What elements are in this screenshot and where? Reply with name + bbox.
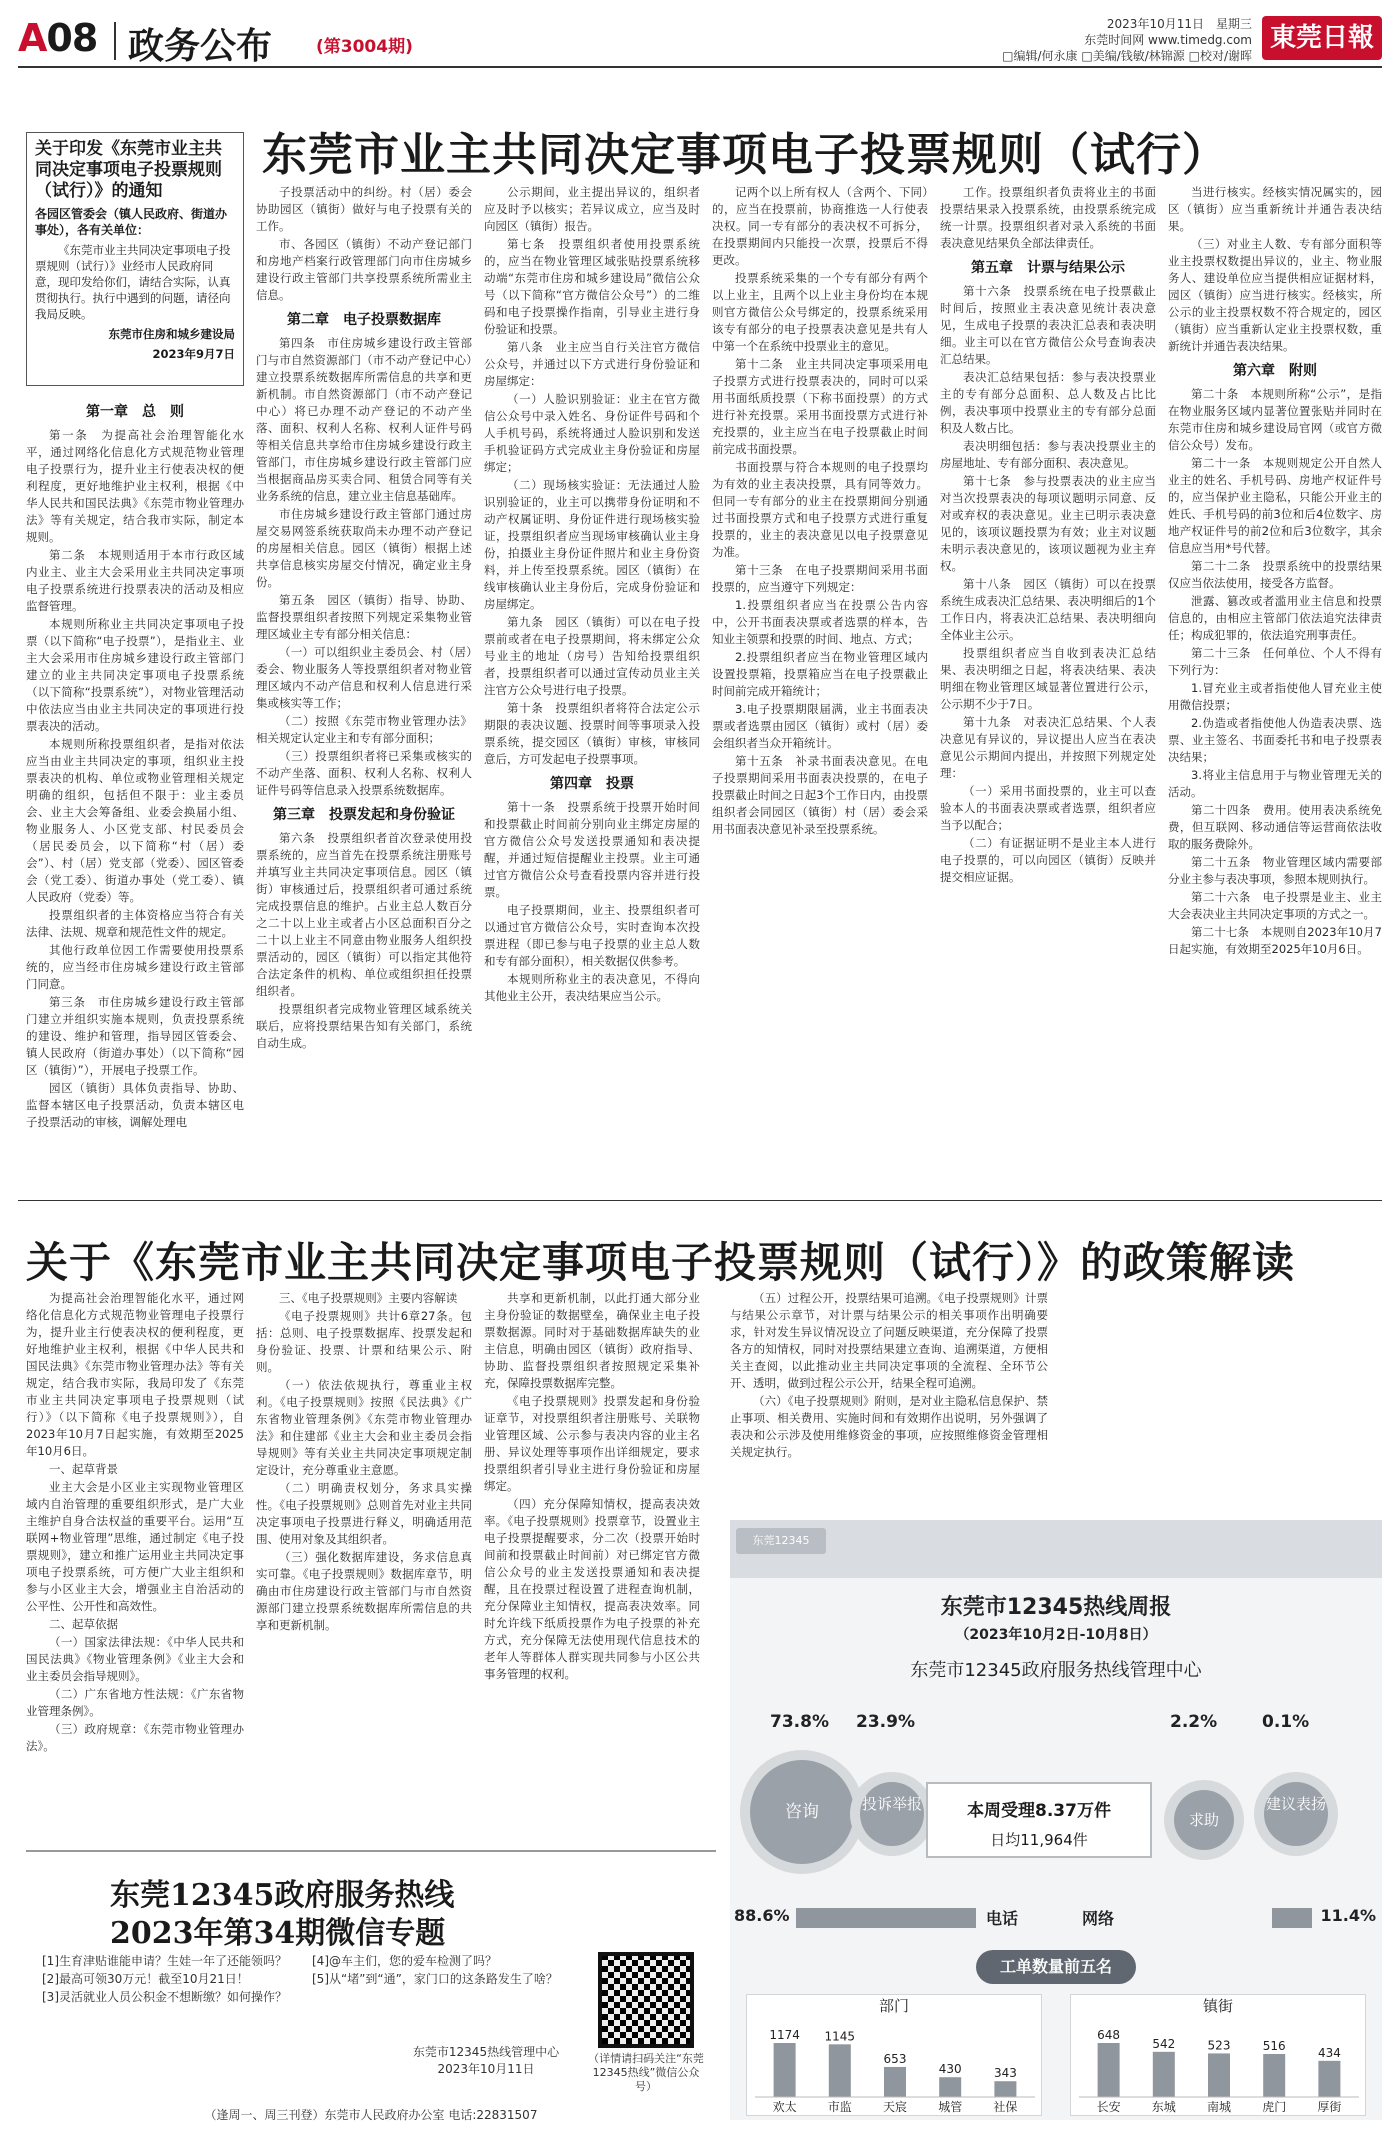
paragraph: 公示期间，业主提出异议的，组织者应及时予以核实；若异议成立，应当及时向园区（镇街）报告。 [484,185,700,233]
phone-pct: 88.6% [734,1906,790,1925]
paragraph: （二）广东省地方性法规：《广东省物业管理条例》。 [26,1687,244,1718]
paragraph: 市、各园区（镇街）不动产登记部门和房地产档案行政管理部门向市住房城乡建设行政主管部门共享投票系统所需业主信息。 [256,237,472,302]
paragraph: 共享和更新机制，以此打通大部分业主身份验证的数据壁垒，确保业主电子投票数据源。同时对于基础数据库缺失的业主信息，明确由园区（镇街）政府指导、协助、监督投票组织者按照规定采集补充，保障投票数据库完整。 [484,1291,700,1390]
category-label: 天宸 [882,2100,908,2114]
header-site: 东莞时间网 www.timedg.com [1084,33,1252,47]
list-item [42,1988,582,2006]
category-label: 虎门 [1262,2100,1287,2114]
paragraph: 工作。投票组织者负责将业主的书面投票结果录入投票系统，由投票系统完成统一计票。投票组织者对录入系统的书面表决意见结果负全部法律责任。 [940,185,1156,250]
data-label: 1145 [824,2029,856,2044]
paragraph-group [26,427,244,1131]
suggest-bubble [1264,1782,1328,1846]
header-divider [114,22,116,60]
paragraph: 第八条 业主应当自行关注官方微信公众号，并通过以下方式进行身份验证和房屋绑定： [484,340,700,388]
phone-bar [796,1908,976,1928]
interp-column-4 [730,1290,1048,1510]
paragraph: 投票组织者的主体资格应当符合有关法律、法规、规章和规范性文件的规定。 [26,908,244,939]
town-chart-title: 镇街 [1202,1997,1233,2015]
paragraph: 第二十三条 任何单位、个人不得有下列行为： [1168,646,1382,677]
paragraph: 第十条 投票组织者将符合法定公示期限的表决议题、投票时间等事项录入投票系统，提交园区（镇街）审核，审核同意后，方可发起电子投票事项。 [484,701,700,766]
paragraph: 本规则所称投票组织者，是指对依法应当由业主共同决定的事项，组织业主投票表决的机构、单位或物业管理相关规定明确的组织，包括但不限于：业主委员会、业主大会筹备组、业委会换届小组、物业服务人、小区党支部、村民委员会（居民委员会，以下简称“村（居）委会”）、村（居）党支部（党委）、园区管委会（党工委）、街道办事处（党工委）、镇人民政府（党委）等。 [26,737,244,904]
paragraph: （二）明确责权划分，务求具实操性。《电子投票规则》总则首先对业主共同决定事项电子投票进行释义，明确适用范围、使用对象及其组织者。 [256,1481,472,1546]
paragraph: 1.冒充业主或者指使他人冒充业主使用微信投票； [1168,681,1382,712]
paragraph-group [26,1290,244,1755]
data-label: 434 [1317,2045,1341,2060]
paragraph: （三）对业主人数、专有部分面积等业主投票权数提出异议的，业主、物业服务人、建设单位应当提供相应证据材料，园区（镇街）应当进行核实。经核实，所公示的业主投票权数不符合规定的，园区（镇街）应当重新认定业主投票权数，重新统计并通告表决结果。 [1168,237,1382,353]
paragraph-group [256,335,472,799]
topic-link[interactable]: [3]灵活就业人员公积金不想断缴？如何操作？ [42,1990,287,2004]
paragraph-group [256,830,472,1052]
paragraph: 本规则所称业主共同决定事项电子投票（以下简称“电子投票”），是指业主、业主大会采用市住房城乡建设行政主管部门建立的业主共同决定事项电子投票系统（以下简称“投票系统”），对物业管理活动中依法应当由业主共同决定的事项进行投票表决的活动。 [26,617,244,733]
hotline-logo: 东莞12345 [736,1528,826,1554]
category-label: 长安 [1096,2100,1121,2114]
article-title: 东莞市业主共同决定事项电子投票规则（试行） [262,128,1229,181]
paragraph: （一）采用书面投票的，业主可以查验本人的书面表决票或者选票，组织者应当予以配合； [940,784,1156,832]
chapter-heading: 第四章 投票 [550,776,634,792]
complaint-label: 投诉举报 [861,1795,922,1813]
paragraph-group [484,1290,700,1683]
paragraph-group [730,1290,1048,1461]
paragraph: （二）有证据证明不是业主本人进行电子投票的，可以向园区（镇街）反映并提交相应证据。 [940,836,1156,884]
list-item [42,1970,582,1988]
paragraph: 2.投票组织者应当在物业管理区域内设置投票箱，投票箱应当在电子投票截止时间前完成开箱统计； [712,650,928,698]
data-label: 516 [1262,2039,1286,2053]
paragraph: 第十九条 对表决汇总结果、个人表决意见有异议的，异议提出人应当在表决意见公示期间内提出，并按照下列规定处理： [940,715,1156,780]
interp-column-5 [1064,1290,1382,1510]
paragraph: 第二十一条 本规则规定公开自然人业主的姓名、手机号码、房地产权证件号的，应当保护业主隐私，只能公开业主的姓氏、手机号码的前3位和后4位数字、房地产权证件号的前2位和后3位数字，其余信息应当用*号代替。 [1168,456,1382,555]
chart-bar [774,2043,796,2097]
data-label: 648 [1097,2028,1121,2042]
wechat-topic-box [26,1850,716,2102]
top5-title: 工单数量前五名 [976,1950,1136,1984]
paragraph: 表决汇总结果包括：参与表决投票业主的专有部分总面积、总人数及占比比例，表决事项中投票业主的专有部分总面积及人数占比。 [940,370,1156,435]
paragraph: 1.投票组织者应当在投票公告内容中，公开书面表决票或者选票的样本，告知业主领票和投票的时间、地点、方式； [712,598,928,646]
paragraph: （三）强化数据库建设，务求信息真实可靠。《电子投票规则》数据库章节，明确由市住房建设行政主管部门与市自然资源部门建立投票系统数据库所需信息的共享和更新机制。 [256,1550,472,1632]
paragraph-group [940,283,1156,886]
paragraph: 第二十六条 电子投票是业主、业主大会表决业主共同决定事项的方式之一。 [1168,890,1382,921]
paragraph: （三）投票组织者将已采集或核实的不动产坐落、面积、权利人名称、权利人证件号码等信息录入投票系统数据库。 [256,749,472,797]
paragraph: 第二十二条 投票系统中的投票结果仅应当依法使用，接受各方监督。 [1168,559,1382,590]
newspaper-logo: 東莞日報 [1262,16,1382,60]
paragraph: 本规则所称业主的表决意见，不得向其他业主公开，表决结果应当公示。 [484,972,700,1003]
page-header [18,14,1382,68]
chart-bar [1263,2054,1285,2097]
paragraph: 第九条 园区（镇街）可以在电子投票前或者在电子投票期间，将未绑定公众号业主的地址（房号）告知给投票组织者，投票组织者可以通过宣传动员业主关注官方公众号进行电子投票。 [484,615,700,697]
paragraph: 其他行政单位因工作需要使用投票系统的，应当经市住房城乡建设行政主管部门同意。 [26,943,244,991]
paragraph: 投票组织者应当自收到表决汇总结果、表决明细之日起，将表决结果、表决明细在物业管理区域显著位置进行公示，公示期不少于7日。 [940,646,1156,711]
wechat-subtitle: 2023年第34期微信专题 [110,1916,446,1951]
paragraph: 表决明细包括：参与表决投票业主的房屋地址、专有部分面积、表决意见。 [940,439,1156,470]
phone-label: 电话 [986,1909,1019,1928]
paragraph-group [484,799,700,1005]
paragraph: 第二条 本规则适用于本市行政区域内业主、业主大会采用业主共同决定事项电子投票系统进行投票表决的活动及相应监督管理。 [26,548,244,613]
page-footer: （逢周一、周三刊登）东莞市人民政府办公室 电话:22831507 [204,2108,538,2122]
paragraph: 第二十四条 费用。使用表决系统免费，但互联网、移动通信等运营商依法收取的服务费除外。 [1168,803,1382,851]
paragraph: （五）过程公开，投票结果可追溯。《电子投票规则》计票与结果公示章节，对计票与结果公示的相关事项作出明确要求，针对发生异议情况设立了问题反映渠道，充分保障了投票各方的知情权，同时对投票结果建立查询、追溯渠道，方便相关主查阅，以此推动业主共同决定事项的全流程、全环节公开、透明，做到过程公示公开，结果全程可追溯。 [730,1291,1048,1390]
chart-bar [994,2081,1016,2097]
paragraph: 3.将业主信息用于与物业管理无关的活动。 [1168,768,1382,799]
rules-column-4 [712,184,928,1172]
wechat-topic-list [42,1952,582,2006]
chapter-heading: 第一章 总 则 [86,404,184,420]
paragraph: 投票组织者完成物业管理区域系统关联后，应将投票结果告知有关部门，系统自动生成。 [256,1002,472,1050]
paragraph: （六）《电子投票规则》附则，是对业主隐私信息保护、禁止事项、相关费用、实施时间和有效期作出说明，另外强调了表决和公示涉及使用维修资金的事项，应按照维修资金管理相关规定执行。 [730,1394,1048,1459]
chart-bar [1153,2052,1175,2097]
paragraph: 第五条 园区（镇街）指导、协助、监督投票组织者按照下列规定采集物业管理区域业主专有部分相关信息： [256,593,472,641]
paragraph: 泄露、篡改或者滥用业主信息和投票信息的，由相应主管部门依法追究法律责任；构成犯罪的，依法追究刑事责任。 [1168,594,1382,642]
rules-column-5 [940,184,1156,1172]
paragraph-group [940,184,1156,252]
hotline-title: 东莞市12345热线周报 [940,1595,1172,1620]
chapter-heading: 第六章 附则 [1233,363,1317,379]
page-number: A08 [18,16,98,60]
paragraph: 第四条 市住房城乡建设行政主管部门与市自然资源部门（市不动产登记中心）建立投票系统数据库所需信息的共享和更新机制。市自然资源部门（市不动产登记中心）将已办理不动产登记的不动产坐落、面积、权利人名称、权利人证件号码等相关信息共享给市住房城乡建设行政主管部门，市住房城乡建设行政主管部门应当根据商品房买卖合同、租赁合同等有关业务系统的信息，建立业主信息基础库。 [256,336,472,503]
paragraph: 为提高社会治理智能化水平，通过网络化信息化方式规范物业管理电子投票行为，提升业主行使表决权的便利程度，更好地维护业主权利，根据《中华人民共和国民法典》《东莞市物业管理办法》等有关规定，结合我市实际，我局印发了《东莞市业主共同决定事项电子投票规则（试行）》（以下简称《电子投票规则》），自2023年10月7日起实施，有效期至2025年10月6日。 [26,1291,244,1458]
data-label: 343 [993,2066,1017,2081]
paragraph: 子投票活动中的纠纷。村（居）委会协助园区（镇街）做好与电子投票有关的工作。 [256,185,472,233]
suggest-label: 建议表扬 [1265,1795,1326,1813]
paragraph: 电子投票期间，业主、投票组织者可以通过官方微信公众号，实时查询本次投票进程（即已参与电子投票的业主总人数和专有部分面积），相关数据仅供参考。 [484,903,700,968]
rules-column-2 [256,184,472,1172]
paragraph: 第十一条 投票系统于投票开始时间和投票截止时间前分别向业主绑定房屋的官方微信公众号发送投票通知和表决提醒，并通过短信提醒业主投票。业主可通过官方微信公众号查看投票内容并进行投票。 [484,800,700,899]
paragraph-group [1168,184,1382,355]
category-label: 欢太 [772,2100,797,2114]
data-label: 542 [1152,2036,1176,2051]
wechat-title: 东莞12345政府服务热线 [110,1878,455,1913]
data-label: 1174 [769,2028,800,2042]
paragraph: 第二十五条 物业管理区域内需要部分业主参与表决事项，参照本规则执行。 [1168,855,1382,886]
issue-number: (第3004期) [316,37,413,57]
paragraph: （四）充分保障知情权，提高表决效率。《电子投票规则》投票章节，设置业主电子投票提醒要求，分二次（投票开始时间前和投票截止时间前）对已绑定官方微信公众号的业主发送投票通知和表决提醒，且在投票过程设置了进程查询机制，充分保障业主知情权，提高表决效率。同时允许线下纸质投票作为电子投票的补充方式，充分保障无法使用现代信息技术的老年人等群体人群实现共同参与小区公共事务管理的权利。 [484,1497,700,1681]
category-label: 东城 [1151,2100,1176,2114]
paragraph: 第七条 投票组织者使用投票系统的，应当在物业管理区域张贴投票系统移动端“东莞市住房和城乡建设局”微信公众号（以下简称“官方微信公众号”）的二维码和电子投票操作指南，引导业主进行身份验证和投票。 [484,237,700,336]
paragraph: 第十七条 参与投票表决的业主应当对当次投票表决的每项议题明示同意、反对或弃权的表决意见。业主已明示表决意见的，该项议题投票为有效；业主对议题未明示表决意见的，该项议题视为业主弃权。 [940,474,1156,573]
hotline-org: 东莞市12345政府服务热线管理中心 [910,1660,1202,1681]
suggest-pct: 0.1% [1262,1712,1310,1732]
paragraph: （二）现场核实验证：无法通过人脸识别验证的，业主可以携带身份证明和不动产权属证明、身份证件进行现场核实验证，投票组织者应当现场审核确认业主身份，拍摄业主身份证件照片和业主身份资料，并上传至投票系统。园区（镇街）在线审核确认业主身份后，完成身份验证和房屋绑定。 [484,478,700,611]
paragraph: 二、起草依据 [49,1617,118,1631]
chapter-heading: 第三章 投票发起和身份验证 [273,807,455,823]
chart-bar [939,2077,961,2097]
section-title: 政务公布 [128,25,273,67]
paragraph: 第十八条 园区（镇街）可以在投票系统生成表决汇总结果、表决明细后的1个工作日内，将表决汇总结果、表决明细向全体业主公示。 [940,577,1156,642]
category-label: 厚街 [1317,2100,1342,2114]
paragraph-group [256,184,472,304]
notice-body: 《东莞市业主共同决定事项电子投票规则（试行）》业经市人民政府同意，现印发给你们，请结合实际，认真贯彻执行。执行中遇到的问题，请径向我局反映。 [35,243,231,321]
paragraph: 《电子投票规则》投票发起和身份验证章节，对投票组织者注册账号、关联物业管理区域、公示参与表决内容的业主名册、异议处理等事项作出详细规定，要求投票组织者引导业主进行身份验证和房屋绑定。 [484,1394,700,1493]
interp-column-3 [484,1290,700,1830]
category-label: 城管 [938,2100,963,2114]
paragraph: 《电子投票规则》共计6章27条。包括：总则、电子投票数据库、投票发起和身份验证、投票、计票和结果公示、附则。 [256,1309,472,1374]
paragraph: 第十三条 在电子投票期间采用书面投票的，应当遵守下列规定： [712,563,928,594]
infographic-banner [730,1520,1382,1578]
complaint-pct: 23.9% [856,1712,915,1732]
paragraph: 第二十七条 本规则自2023年10月7日起实施，有效期至2025年10月6日。 [1168,925,1382,956]
web-bar [1272,1908,1312,1928]
hotline-infographic [730,1520,1382,2120]
paragraph: 3.电子投票期限届满，业主书面表决票或者选票由园区（镇街）或村（居）委会组织者当众开箱统计。 [712,702,928,750]
paragraph: 书面投票与符合本规则的电子投票均为有效的业主表决投票，具有同等效力。但同一专有部分的业主在投票期间分别通过书面投票方式和电子投票方式进行重复投票的，业主的表决意见以电子投票意见为准。 [712,460,928,559]
notice-title: 关于印发《东莞市业主共同决定事项电子投票规则（试行）》的通知 [35,139,222,201]
web-label: 网络 [1082,1909,1115,1928]
interpretation-title: 关于《东莞市业主共同决定事项电子投票规则（试行）》的政策解读 [26,1238,1296,1287]
dept-chart-title: 部门 [878,1997,909,2015]
weekly-total-box [926,1782,1152,1858]
paragraph: 第六条 投票组织者首次登录使用投票系统的，应当首先在投票系统注册账号并填写业主共同决定事项信息。园区（镇街）审核通过后，投票组织者可通过系统完成投票信息的维护。占业主总人数百分之二十以上业主或者占小区总面积百分之二十以上业主不同意由物业服务人组织投票活动的，园区（镇街）可以指定其他符合法定条件的机构、单位或组织担任投票组织者。 [256,831,472,998]
paragraph-group [1168,386,1382,958]
paragraph: 2.伪造或者指使他人伪造表决票、选票、业主签名、书面委托书和电子投票表决结果； [1168,716,1382,764]
chapter-heading: 第五章 计票与结果公示 [971,260,1125,276]
dept-chart-panel [746,1994,1042,2116]
wechat-signature [406,2044,566,2078]
chart-bar [829,2044,851,2097]
chart-bar [884,2067,906,2097]
paragraph: 当进行核实。经核实情况属实的，园区（镇街）应当重新统计并通告表决结果。 [1168,185,1382,233]
paragraph: 第十五条 补录书面表决意见。在电子投票期间采用书面表决投票的，在电子投票截止时间之日起3个工作日内，由投票组织者会同园区（镇街）村（居）委会采用书面表决意见补录至投票系统。 [712,754,928,836]
help-bubble: 求助 [1174,1790,1234,1850]
channel-split [730,1902,1382,1934]
wechat-sign-org: 东莞市12345热线管理中心 [412,2045,560,2059]
data-label: 653 [883,2051,907,2066]
header-editors: □编辑/何永康 □美编/钱敏/林锦源 □校对/谢晖 [1002,49,1252,63]
paragraph: 投票系统采集的一个专有部分有两个以上业主，且两个以上业主身份均在本规则官方微信公众号绑定的，投票系统采用该专有部分的电子投票表决意见是共有人中第一个在系统中投票业主的意见。 [712,271,928,353]
category-label: 市监 [827,2100,852,2114]
hotline-period: （2023年10月2日-10月8日） [955,1627,1157,1643]
section-divider [18,1200,1382,1201]
paragraph: 市住房城乡建设行政主管部门通过房屋交易网签系统获取尚未办理不动产登记的房屋相关信息。园区（镇街）根据上述共享信息核实房屋交付情况，确定业主身份。 [256,507,472,589]
qr-caption: （详情请扫码关注“东莞12345热线”微信公众号） [588,2052,704,2093]
category-label: 社保 [993,2100,1018,2114]
topic-link[interactable] [312,1988,582,2006]
paragraph: 第一条 为提高社会治理智能化水平，通过网络化信息化方式规范物业管理电子投票行为，提升业主行使表决权的便利程度，更好地维护业主权利，根据《中华人民共和国民法典》《东莞市物业管理办法》等有关规定，结合我市实际，制定本规则。 [26,428,244,544]
rules-column-6 [1168,184,1382,1172]
paragraph: （一）依法依规执行，尊重业主权利。《电子投票规则》按照《民法典》《广东省物业管理条例》《东莞市物业管理办法》和住建部《业主大会和业主委员会指导规则》等有关业主共同决定事项规定制定设计，充分尊重业主意愿。 [256,1378,472,1477]
daily-average: 日均11,964件 [990,1831,1088,1849]
paragraph-group [256,1290,472,1634]
paragraph: 记两个以上所有权人（含两个、下同）的，应当在投票前，协商推选一人行使表决权。同一专有部分的表决权不可拆分，在投票期间内只能投一次票，投票后不得更改。 [712,185,928,267]
wechat-sign-date: 2023年10月11日 [437,2062,535,2076]
complaint-bubble [860,1782,924,1846]
consult-bubble: 咨询 [750,1760,854,1864]
paragraph-group [484,184,700,768]
town-chart-panel [1070,1994,1366,2116]
help-pct: 2.2% [1170,1712,1218,1732]
chart-bar [1098,2043,1120,2097]
paragraph-group [712,184,928,838]
header-date: 2023年10月11日 星期三 [1106,17,1252,31]
data-label: 430 [938,2062,962,2077]
paragraph: 第三条 市住房城乡建设行政主管部门建立并组织实施本规则，负责投票系统的建设、维护和管理，指导园区管委会、镇人民政府（街道办事处）（以下简称“园区（镇街）”），开展电子投票工作。 [26,995,244,1077]
paragraph: 三、《电子投票规则》主要内容解读 [279,1291,458,1305]
paragraph: 园区（镇街）具体负责指导、协助、监督本辖区电子投票活动，负责本辖区电子投票活动的审核，调解处理电 [26,1081,244,1129]
paragraph: （三）政府规章：《东莞市物业管理办法》。 [26,1722,244,1753]
interp-column-1 [26,1290,244,1830]
list-item [42,1952,582,1970]
paragraph: 业主大会是小区业主实现物业管理区域内自治管理的重要组织形式，是广大业主维护自身合法权益的重要平台。运用“互联网+物业管理”思维，通过制定《电子投票规则》，建立和推广运用业主共同决定事项电子投票系统，可方便广大业主组织和参与小区业主大会，增强业主自治活动的公平性、公开性和高效性。 [26,1480,244,1613]
paragraph: 第二十条 本规则所称“公示”，是指在物业服务区域内显著位置张贴并同时在东莞市住房和城乡建设局官网（或官方微信公众号）发布。 [1168,387,1382,452]
topic-link[interactable]: [2]最高可领30万元！截至10月21日！ [42,1972,249,1986]
qr-code-icon[interactable] [598,1952,694,2048]
chart-bar [1318,2061,1340,2097]
topic-link[interactable]: [4]@车主们，您的爱车检测了吗？ [312,1954,497,1968]
paragraph: （二）按照《东莞市物业管理办法》相关规定认定业主和专有部分面积； [256,714,472,745]
notice-box [26,132,244,386]
weekly-total: 本周受理8.37万件 [967,1801,1111,1821]
header-meta [1002,16,1252,64]
paragraph: 第十二条 业主共同决定事项采用电子投票方式进行投票表决的，同时可以采用书面纸质投票（下称书面投票）的方式进行补充投票。采用书面投票方式进行补充投票的，业主应当在电子投票截止时间前完成书面投票。 [712,357,928,456]
category-label: 南城 [1206,2100,1232,2114]
consult-pct: 73.8% [770,1712,829,1732]
rules-column-1 [26,396,244,1172]
topic-link[interactable]: [1]生育津贴谁能申请？生娃一年了还能领吗？ [42,1954,287,1968]
paragraph: 第十六条 投票系统在电子投票截止时间后，按照业主表决意见统计表决意见，生成电子投票的表决汇总表和表决明细。业主可以在官方微信公众号查询表决汇总结果。 [940,284,1156,366]
web-pct: 11.4% [1320,1906,1376,1925]
topic-link[interactable]: [5]从“堵”到“通”，家门口的这条路发生了啥？ [312,1972,558,1986]
chart-bar [1208,2053,1230,2097]
notice-signature: 东莞市住房和城乡建设局 [108,327,235,341]
paragraph: （一）人脸识别验证：业主在官方微信公众号中录入姓名、身份证件号码和个人手机号码，系统将通过人脸识别和发送手机验证码方式完成业主身份验证和房屋绑定； [484,392,700,474]
paragraph: 一、起草背景 [49,1462,118,1476]
interp-column-2 [256,1290,472,1830]
notice-date: 2023年9月7日 [152,347,235,361]
rules-column-3 [484,184,700,1172]
data-label: 523 [1207,2038,1231,2053]
chapter-heading: 第二章 电子投票数据库 [287,312,441,328]
paragraph: （一）可以组织业主委员会、村（居）委会、物业服务人等投票组织者对物业管理区域内不动产信息和权利人信息进行采集或核实等工作； [256,645,472,710]
paragraph: （一）国家法律法规：《中华人民共和国民法典》《物业管理条例》《业主大会和业主委员会指导规则》。 [26,1635,244,1683]
notice-recipients: 各园区管委会（镇人民政府、街道办事处），各有关单位： [35,207,228,237]
